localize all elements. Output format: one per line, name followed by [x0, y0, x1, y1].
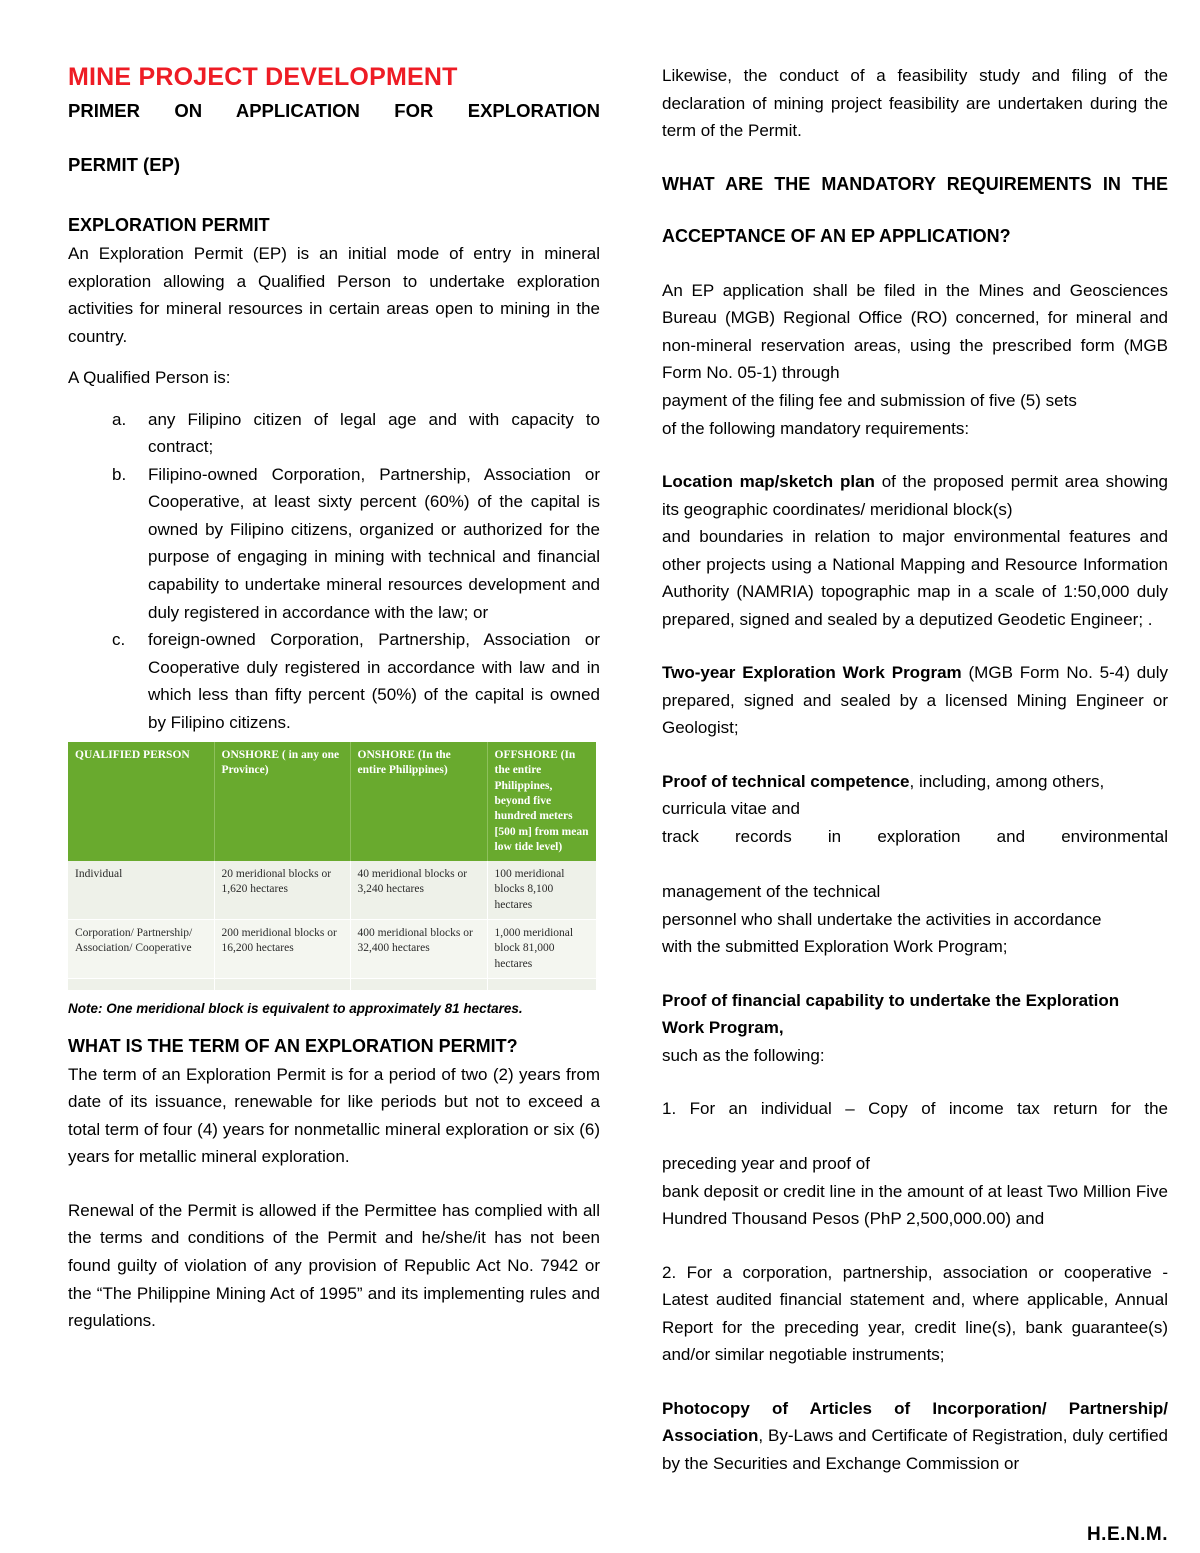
qualified-person-list	[68, 406, 600, 736]
table-note: Note: One meridional block is equivalent to approximately 81 hectares.	[68, 1000, 523, 1016]
page-subtitle-line-1	[68, 97, 600, 151]
requirement-technical-line-6: with the submitted Exploration Work Program;	[662, 937, 1008, 957]
requirement-technical-line-4: management of the technical	[662, 881, 881, 901]
requirement-photocopy-articles	[662, 1395, 1168, 1478]
paragraph-qualified-person-intro: A Qualified Person is:	[68, 368, 231, 388]
requirement-financial-capability-line-3: such as the following:	[662, 1045, 825, 1065]
list-item: Filipino-owned Corporation, Partnership, Association or Cooperative, at least sixty percent (60%) of the capital is owned by Filipino citizens, organized or authorized for the purpose of engaging in mining with technical and financial capability to undertake mineral resources development and duly registered in accordance with the law; or	[148, 464, 600, 622]
two-column-layout	[68, 62, 1168, 1546]
requirement-location-map-label: Location map/sketch plan	[662, 472, 875, 492]
financial-item-1-line-3: bank deposit or credit line in the amount of at least Two Million Five Hundred Thousand Pesos (PhP 2,500,000.00) and	[662, 1181, 1168, 1229]
requirement-technical-line-3	[662, 823, 1168, 878]
financial-item-1-line-1-text: 1. For an individual – Copy of income tax return for the	[662, 1099, 1168, 1119]
cell-offshore: 100 meridional blocks 8,100 hectares	[487, 861, 596, 919]
requirement-work-program	[662, 659, 1168, 742]
table-row	[68, 861, 596, 919]
footer-signature: H.E.N.M.	[1086, 1523, 1168, 1545]
list-item: foreign-owned Corporation, Partnership, Association or Cooperative duly registered in accordance with law and in which less than fifty percent (50%) of the capital is owned by Filipino citizens.	[148, 630, 600, 732]
cell-onshore-province: 200 meridional blocks or 16,200 hectares	[214, 920, 350, 979]
financial-item-1-line-1	[662, 1095, 1168, 1150]
requirement-financial-capability-line-2	[662, 1014, 1168, 1042]
table-spacer-row	[68, 978, 596, 990]
requirement-location-map-continued: and boundaries in relation to major environmental features and other projects using a National Mapping and Resource Information Authority (NAMRIA) topographic map in a scale of 1:50,000 duly prepared, signed and sealed by a deputized Geodetic Engineer; .	[662, 527, 1168, 629]
requirement-technical-line-2: curricula vitae and	[662, 799, 800, 819]
heading-mandatory-text-1: WHAT ARE THE MANDATORY REQUIREMENTS IN THE	[662, 173, 1168, 194]
page-subtitle-line-2: PERMIT (EP)	[68, 153, 181, 175]
table-header-row	[68, 742, 596, 861]
cell-qualified-person: Individual	[68, 861, 214, 919]
requirement-work-program-text: (MGB Form No. 5-4) duly prepared, signed and sealed by a licensed Mining Engineer or Geologist;	[662, 663, 1168, 738]
heading-mandatory-line-1	[662, 171, 1168, 223]
table-header-onshore-province: ONSHORE ( in any one Province)	[214, 742, 350, 861]
right-column	[662, 62, 1168, 1546]
paragraph-ep-filing-tail-1: payment of the filing fee and submission of five (5) sets	[662, 391, 1077, 410]
cell-onshore-philippines: 400 meridional blocks or 32,400 hectares	[350, 920, 487, 979]
requirement-financial-capability-label-2: Work Program,	[662, 1018, 784, 1038]
requirement-location-map	[662, 468, 1168, 523]
requirement-technical-line-3-text: track records in exploration and environmental	[662, 826, 1168, 846]
requirement-technical-competence-label: Proof of technical competence	[662, 771, 910, 791]
left-column	[68, 62, 600, 1335]
paragraph-ep-filing-tail-2: of the following mandatory requirements:	[662, 418, 970, 438]
page-subtitle	[68, 97, 600, 179]
table-row	[68, 920, 596, 979]
table-header-qualified-person: QUALIFIED PERSON	[68, 742, 214, 861]
paragraph-renewal: Renewal of the Permit is allowed if the Permittee has complied with all the terms and conditions of the Permit and he/she/it has not been found guilty of violation of any provision of Republic Act No. 7942 or the “The Philippine Mining Act of 1995” and its implementing rules and regulations.	[68, 1200, 600, 1331]
cell-offshore: 1,000 meridional block 81,000 hectares	[487, 920, 596, 979]
table-header-onshore-philippines: ONSHORE (In the entire Philippines)	[350, 742, 487, 861]
paragraph-ep-filing-text: An EP application shall be filed in the Mines and Geosciences Bureau (MGB) Regional Office (RO) concerned, for mineral and non-mineral reservation areas, using the prescribed form (MGB Form No. 05-1) through	[662, 280, 1168, 383]
cell-onshore-province: 20 meridional blocks or 1,620 hectares	[214, 861, 350, 919]
cell-qualified-person: Corporation/ Partnership/ Association/ Cooperative	[68, 920, 214, 979]
requirement-location-map-text: of the proposed permit area showing its geographic coordinates/ meridional block(s)	[662, 472, 1168, 519]
requirement-work-program-label: Two-year Exploration Work Program	[662, 663, 962, 683]
list-item: any Filipino citizen of legal age and with capacity to contract;	[148, 409, 600, 457]
subtitle-text-1: PRIMER ON APPLICATION FOR EXPLORATION	[68, 99, 600, 121]
heading-mandatory-requirements	[662, 171, 1168, 249]
table-spacer-cell	[214, 978, 350, 990]
page-title: MINE PROJECT DEVELOPMENT	[68, 63, 458, 91]
table-header-offshore: OFFSHORE (In the entire Philippines, beyond five hundred meters [500 m] from mean low tide level)	[487, 742, 596, 861]
paragraph-ep-definition: An Exploration Permit (EP) is an initial mode of entry in mineral exploration allowing a Qualified Person to undertake exploration activities for mineral resources in certain areas open to mining in the country.	[68, 244, 600, 346]
financial-item-1-line-2: preceding year and proof of	[662, 1154, 870, 1174]
requirement-technical-competence	[662, 768, 1168, 796]
heading-exploration-permit: EXPLORATION PERMIT	[68, 215, 270, 236]
requirement-technical-line-5: personnel who shall undertake the activities in accordance	[662, 909, 1102, 929]
paragraph-term: The term of an Exploration Permit is for a period of two (2) years from date of its issuance, renewable for like periods but not to exceed a total term of four (4) years for nonmetallic mineral exploration or six (6) years for metallic mineral exploration.	[68, 1064, 600, 1167]
table-spacer-cell	[487, 978, 596, 990]
requirement-photocopy-articles-text: , By-Laws and Certificate of Registration, duly certified by the Securities and Exchange Commission or	[662, 1426, 1168, 1473]
requirement-financial-capability-label-1: Proof of financial capability to undertake the Exploration	[662, 990, 1120, 1010]
heading-term-of-exploration-permit: WHAT IS THE TERM OF AN EXPLORATION PERMIT?	[68, 1035, 518, 1056]
table-spacer-cell	[68, 978, 214, 990]
paragraph-likewise-feasibility: Likewise, the conduct of a feasibility study and filing of the declaration of mining project feasibility are undertaken during the term of the Permit.	[662, 66, 1168, 141]
financial-item-2: 2. For a corporation, partnership, association or cooperative - Latest audited financial statement and, where applicable, Annual Report for the preceding year, credit line(s), bank guarantee(s) and/or similar negotiable instruments;	[662, 1262, 1168, 1365]
paragraph-ep-filing	[662, 277, 1168, 387]
requirement-technical-competence-text: , including, among others,	[909, 771, 1105, 791]
table-spacer-cell	[350, 978, 487, 990]
requirement-financial-capability	[662, 987, 1168, 1015]
qualified-person-area-table	[68, 742, 596, 991]
heading-mandatory-line-2: ACCEPTANCE OF AN EP APPLICATION?	[662, 225, 1011, 246]
cell-onshore-philippines: 40 meridional blocks or 3,240 hectares	[350, 861, 487, 919]
requirement-photocopy-articles-label: Photocopy of Articles of Incorporation/ Partnership/ Association	[662, 1398, 1168, 1446]
